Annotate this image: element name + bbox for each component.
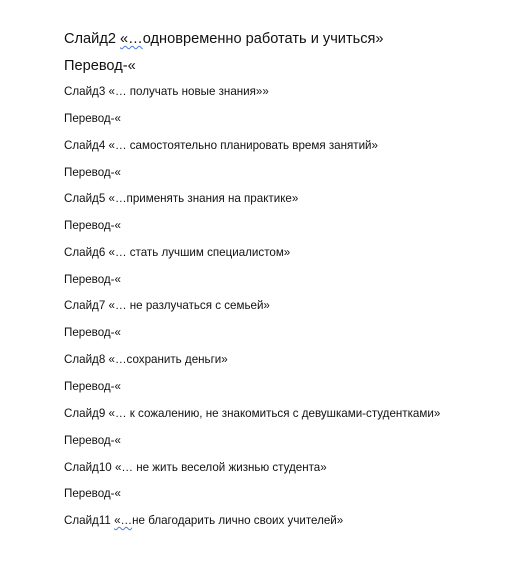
slide-2-spellcheck-flag[interactable]: «… <box>120 31 143 47</box>
slide-11-spellcheck-flag[interactable]: «… <box>114 514 133 527</box>
translation-line[interactable]: Перевод-« <box>64 380 121 393</box>
translation-line[interactable]: Перевод-« <box>64 112 121 125</box>
slide-2-prefix: Слайд2 <box>64 31 121 47</box>
slide-10-line[interactable]: Слайд10 «… не жить веселой жизнью студента» <box>64 461 327 474</box>
slide-3-line[interactable]: Слайд3 «… получать новые знания»» <box>64 85 269 98</box>
translation-line[interactable]: Перевод-« <box>64 219 121 232</box>
translation-line[interactable]: Перевод-« <box>64 273 121 286</box>
translation-line[interactable]: Перевод-« <box>64 434 121 447</box>
slide-8-line[interactable]: Слайд8 «…сохранить деньги» <box>64 353 228 366</box>
translation-line[interactable]: Перевод-« <box>64 58 136 74</box>
slide-2-text: одновременно работать и учиться» <box>142 31 384 47</box>
slide-6-line[interactable]: Слайд6 «… стать лучшим специалистом» <box>64 246 291 259</box>
slide-7-line[interactable]: Слайд7 «… не разлучаться с семьей» <box>64 299 270 312</box>
slide-11-text: не благодарить лично своих учителей» <box>132 514 344 527</box>
translation-line[interactable]: Перевод-« <box>64 166 121 179</box>
slide-2-line[interactable] <box>64 32 384 47</box>
slide-11-line[interactable] <box>64 515 343 527</box>
translation-line[interactable]: Перевод-« <box>64 326 121 339</box>
slide-4-line[interactable]: Слайд4 «… самостоятельно планировать время занятий» <box>64 139 378 152</box>
slide-5-line[interactable]: Слайд5 «…применять знания на практике» <box>64 192 299 205</box>
slide-11-prefix: Слайд11 <box>64 514 115 527</box>
slide-9-line[interactable]: Слайд9 «… к сожалению, не знакомиться с девушками-студентками» <box>64 407 441 420</box>
translation-line[interactable]: Перевод-« <box>64 487 121 500</box>
